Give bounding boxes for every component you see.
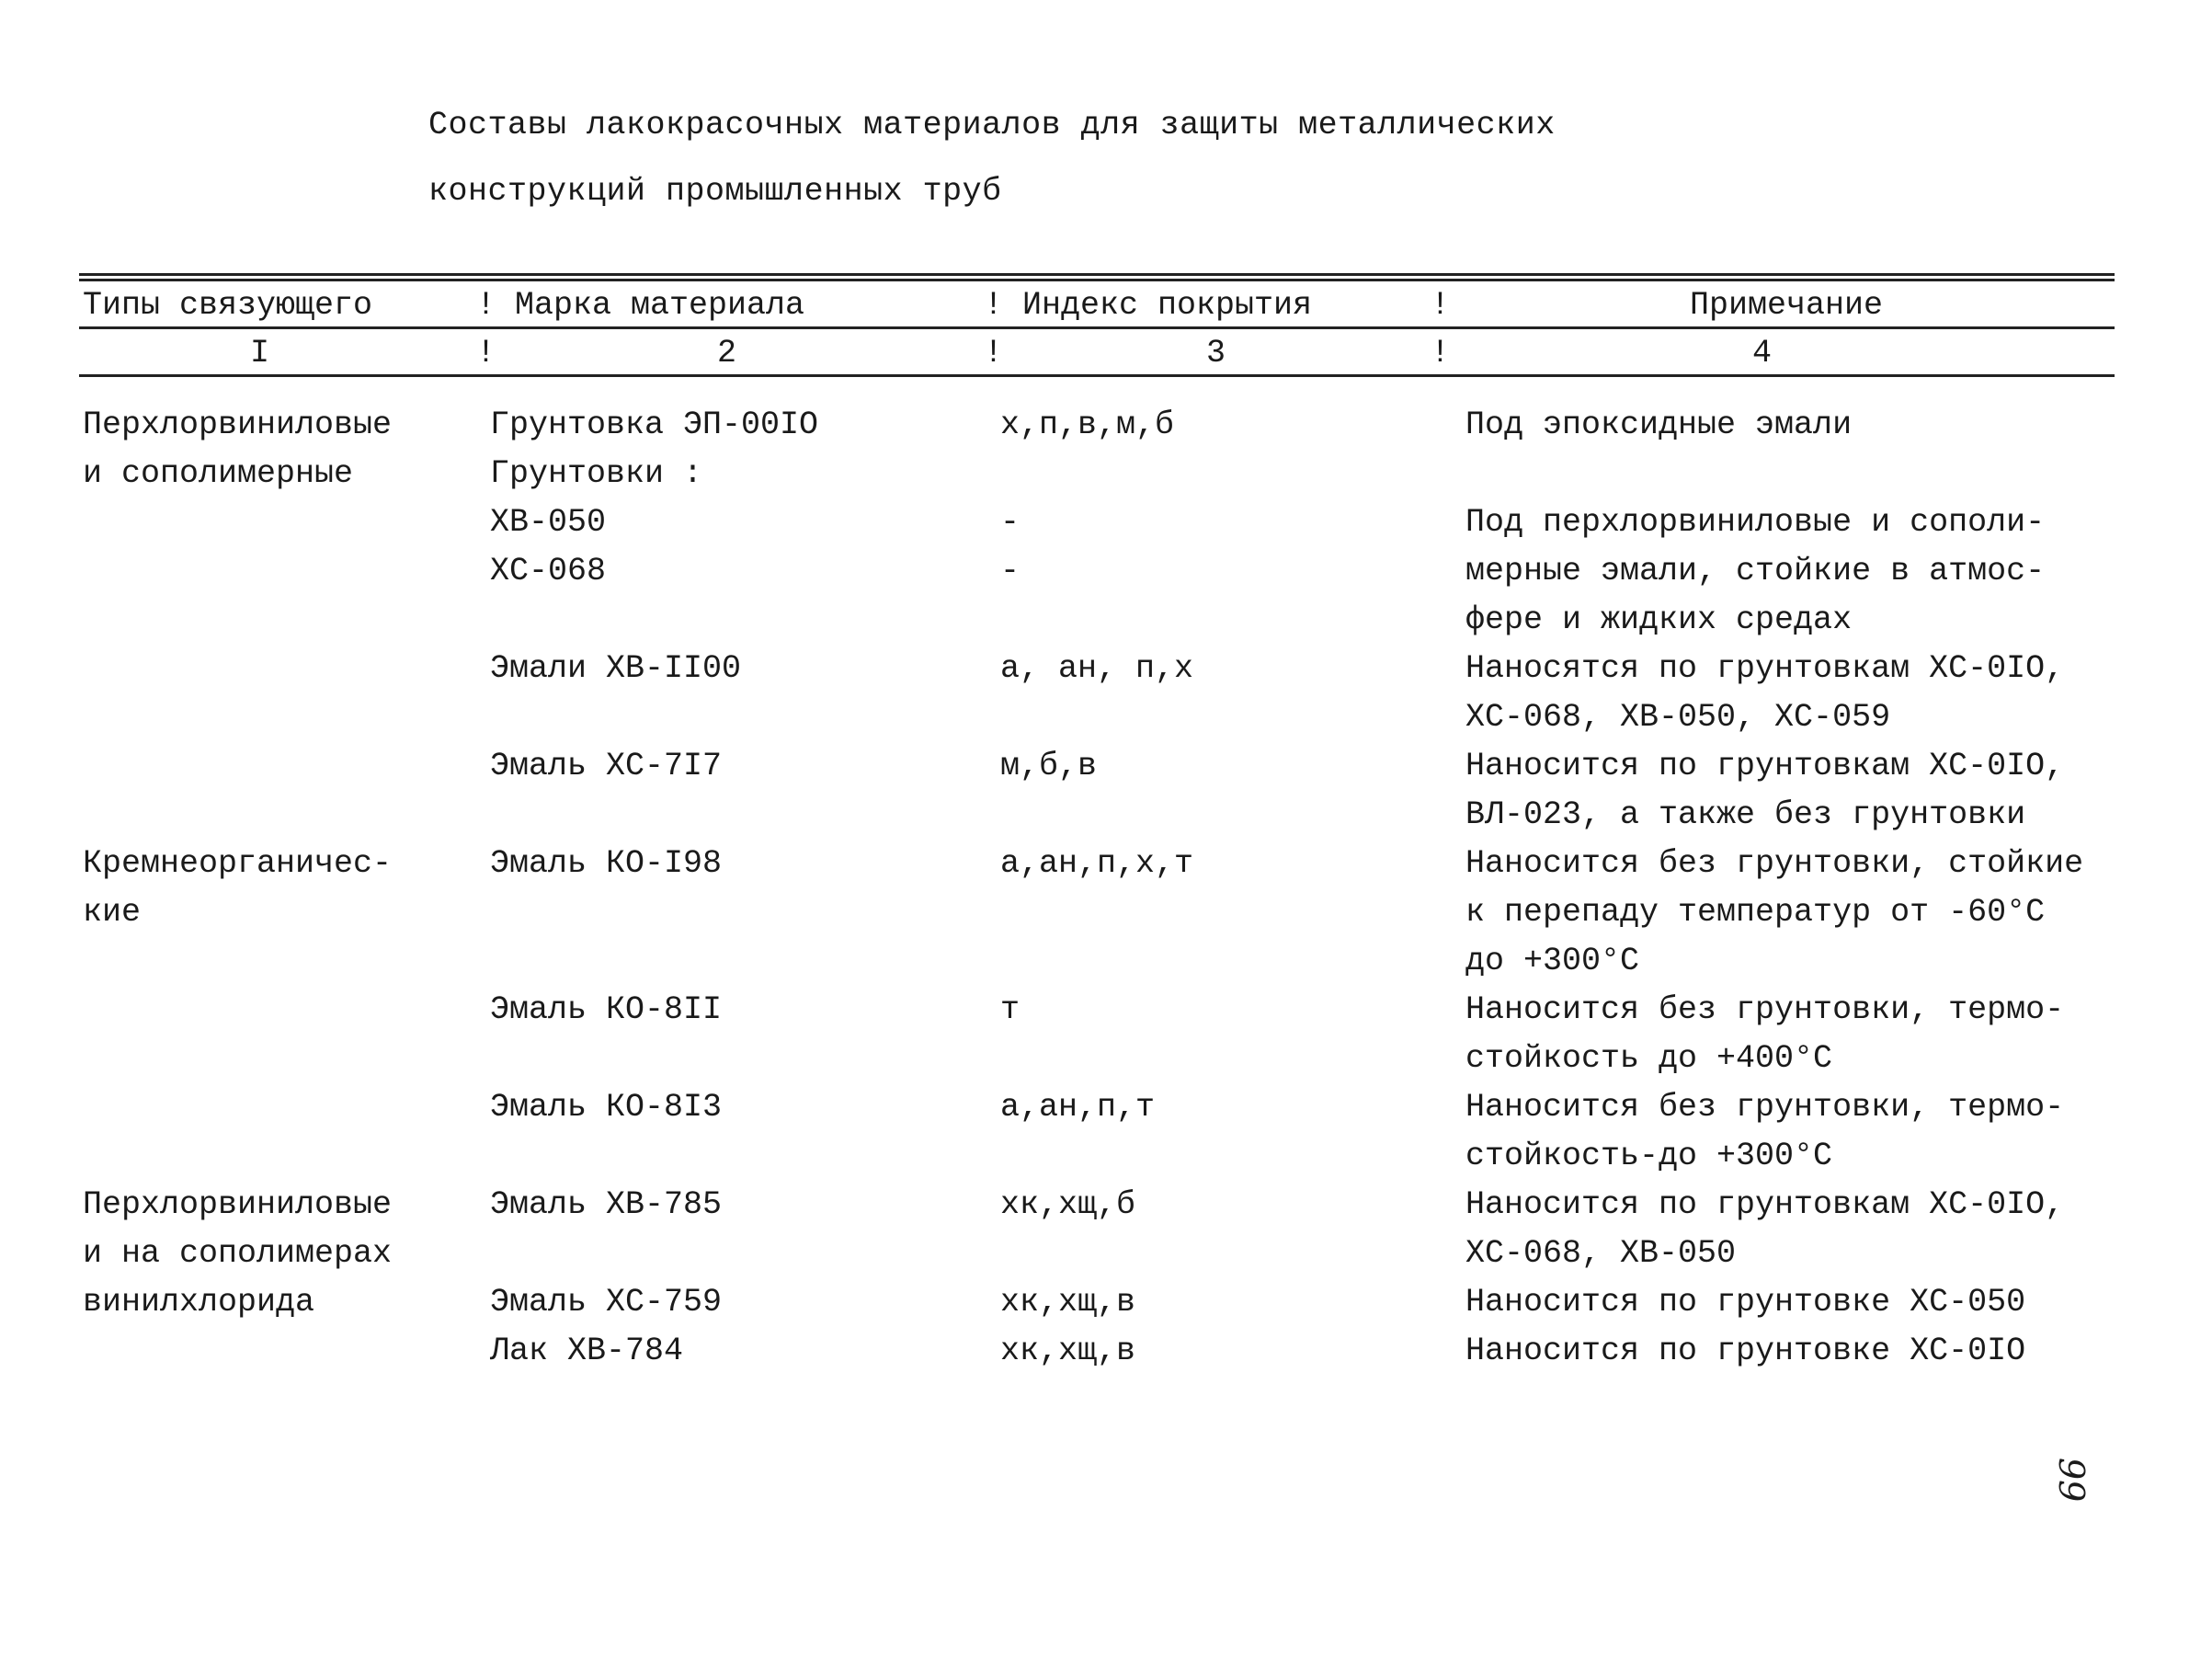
cell-material: Грунтовка ЭП-00IО Грунтовки : ХВ-050 ХС-068 bbox=[490, 406, 819, 589]
cell-type: Кремнеорганичес- кие bbox=[83, 845, 393, 931]
cell-index: х,п,в,м,б - - bbox=[1000, 406, 1175, 589]
colnum-1: I bbox=[250, 335, 270, 372]
cell-note: Наносится по грунтовкам ХС-0IО, ВЛ-023, а также без грунтовки bbox=[1465, 748, 2065, 833]
header-index: ! Индекс покрытия bbox=[984, 287, 1313, 324]
cell-note: Наносится по грунтовкам ХС-0IО, ХС-068, ХВ-050 Наносится по грунтовке ХС-050 Наносится по грунтовке ХС-0IО bbox=[1465, 1186, 2065, 1369]
column-numbers-rule bbox=[79, 374, 2115, 377]
cell-note: Под эпоксидные эмали Под перхлорвиниловые и сополи- мерные эмали, стойкие в атмос- фере и жидких средах bbox=[1465, 406, 2046, 638]
cell-index: а, ан, п,х bbox=[1000, 650, 1194, 687]
cell-material: Эмаль КО-8II bbox=[490, 991, 723, 1028]
header-type: Типы связующего bbox=[83, 287, 373, 324]
colnum-3: 3 bbox=[1206, 335, 1226, 372]
colnum-2: 2 bbox=[717, 335, 737, 372]
header-separator: ! bbox=[1431, 287, 1451, 324]
title-line-2: конструкций промышленных труб bbox=[428, 173, 1002, 210]
cell-material: Эмали ХВ-II00 bbox=[490, 650, 742, 687]
cell-index: хк,хщ,б хк,хщ,в хк,хщ,в bbox=[1000, 1186, 1136, 1369]
table-top-rule bbox=[79, 273, 2115, 276]
cell-note: Наносится без грунтовки, стойкие к перепаду температур от -60°С до +300°С bbox=[1465, 845, 2084, 979]
title-line-1: Составы лакокрасочных материалов для защиты металлических bbox=[428, 107, 1556, 143]
colnum-sep-2: ! bbox=[984, 335, 1004, 372]
cell-index: м,б,в bbox=[1000, 748, 1098, 784]
cell-note: Наносится без грунтовки, термо- стойкость-до +300°С bbox=[1465, 1089, 2065, 1174]
cell-material: Эмаль ХС-7I7 bbox=[490, 748, 723, 784]
header-material: ! Марка материала bbox=[476, 287, 805, 324]
cell-material: Эмаль ХВ-785 Эмаль ХС-759 Лак ХВ-784 bbox=[490, 1186, 723, 1369]
cell-index: т bbox=[1000, 991, 1020, 1028]
cell-material: Эмаль КО-8I3 bbox=[490, 1089, 723, 1126]
cell-index: а,ан,п,х,т bbox=[1000, 845, 1194, 882]
cell-index: а,ан,п,т bbox=[1000, 1089, 1156, 1126]
table-top-rule-2 bbox=[79, 279, 2115, 281]
cell-material: Эмаль КО-I98 bbox=[490, 845, 723, 882]
colnum-sep-1: ! bbox=[476, 335, 496, 372]
cell-type: Перхлорвиниловые и сополимерные bbox=[83, 406, 393, 492]
colnum-4: 4 bbox=[1752, 335, 1773, 372]
page-number: 99 bbox=[2051, 1458, 2092, 1503]
colnum-sep-3: ! bbox=[1431, 335, 1451, 372]
header-rule bbox=[79, 326, 2115, 329]
cell-note: Наносится без грунтовки, термо- стойкость до +400°С bbox=[1465, 991, 2065, 1077]
cell-note: Наносятся по грунтовкам ХС-0IО, ХС-068, ХВ-050, ХС-059 bbox=[1465, 650, 2065, 736]
cell-type: Перхлорвиниловые и на сополимерах винилхлорида bbox=[83, 1186, 393, 1321]
header-note: Примечание bbox=[1690, 287, 1884, 324]
